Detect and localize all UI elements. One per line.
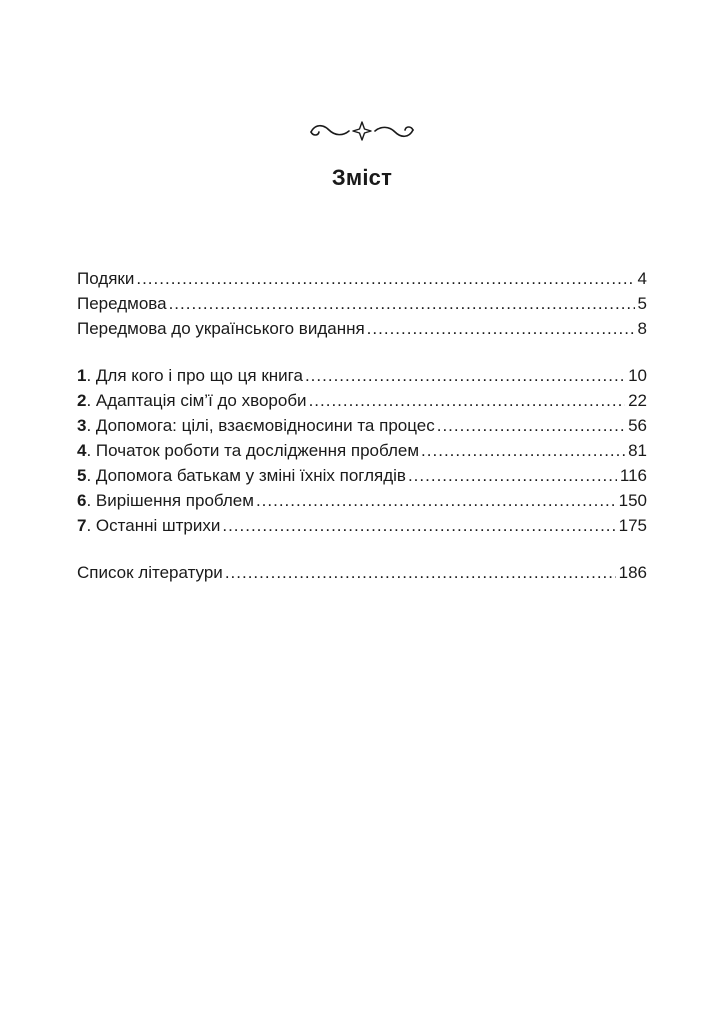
toc-chapter-entry <box>77 388 647 413</box>
toc-entry-label: Передмова до українського видання <box>77 319 365 338</box>
toc-entry-label: . Початок роботи та дослідження проблем <box>86 441 420 460</box>
toc-entry-label: . Для кого і про що ця книга <box>86 366 303 385</box>
page-title: Зміст <box>331 165 393 190</box>
toc-entry-page: 5 <box>637 294 647 313</box>
toc-entry-page: 186 <box>618 563 647 582</box>
toc-chapters <box>77 363 647 538</box>
toc-leader-dots <box>169 291 635 316</box>
toc-entry-page: 175 <box>618 516 647 535</box>
toc-entry-label: Подяки <box>77 269 135 288</box>
toc-chapter-number: 6 <box>77 491 87 510</box>
toc-leader-dots <box>222 513 615 538</box>
toc-entry-page: 22 <box>628 391 647 410</box>
toc-entry-label: . Допомога батькам у зміні їхніх поглядів <box>86 466 406 485</box>
toc-chapter-number: 2 <box>77 391 87 410</box>
toc-chapter-entry <box>77 463 647 488</box>
toc-entry-label: . Допомога: цілі, взаємовідносини та процес <box>86 416 435 435</box>
toc-entry-label: Передмова <box>77 294 167 313</box>
toc-chapter-number: 5 <box>77 466 87 485</box>
toc-entry <box>77 266 647 291</box>
table-of-contents <box>77 266 647 585</box>
toc-entry-page: 116 <box>619 466 647 485</box>
toc-entry-page: 10 <box>628 366 647 385</box>
toc-entry <box>77 291 647 316</box>
toc-chapter-entry <box>77 488 647 513</box>
flourish-ornament-icon <box>0 118 724 148</box>
toc-entry-page: 4 <box>637 269 647 288</box>
toc-entry-page: 81 <box>628 441 647 460</box>
toc-entry-label: . Вирішення проблем <box>86 491 254 510</box>
toc-chapter-entry <box>77 413 647 438</box>
toc-leader-dots <box>225 560 616 585</box>
toc-chapter-number: 1 <box>77 366 87 385</box>
toc-entry-label: . Адаптація сім’ї до хвороби <box>86 391 307 410</box>
toc-entry <box>77 316 647 341</box>
toc-chapter-entry <box>77 438 647 463</box>
toc-chapter-number: 7 <box>77 516 87 535</box>
toc-back-matter <box>77 560 647 585</box>
toc-chapter-number: 4 <box>77 441 87 460</box>
toc-leader-dots <box>421 438 625 463</box>
toc-front-matter <box>77 266 647 341</box>
toc-chapter-number: 3 <box>77 416 87 435</box>
toc-entry-page: 8 <box>637 319 647 338</box>
toc-entry-page: 56 <box>628 416 647 435</box>
toc-leader-dots <box>408 463 617 488</box>
toc-leader-dots <box>305 363 625 388</box>
toc-chapter-entry <box>77 363 647 388</box>
toc-leader-dots <box>256 488 616 513</box>
toc-entry-label: Список літератури <box>77 563 223 582</box>
toc-chapter-entry <box>77 513 647 538</box>
toc-leader-dots <box>309 388 626 413</box>
toc-entry-label: . Останні штрихи <box>86 516 221 535</box>
toc-leader-dots <box>136 266 634 291</box>
toc-entry <box>77 560 647 585</box>
toc-leader-dots <box>437 413 625 438</box>
toc-leader-dots <box>367 316 635 341</box>
toc-entry-page: 150 <box>618 491 647 510</box>
